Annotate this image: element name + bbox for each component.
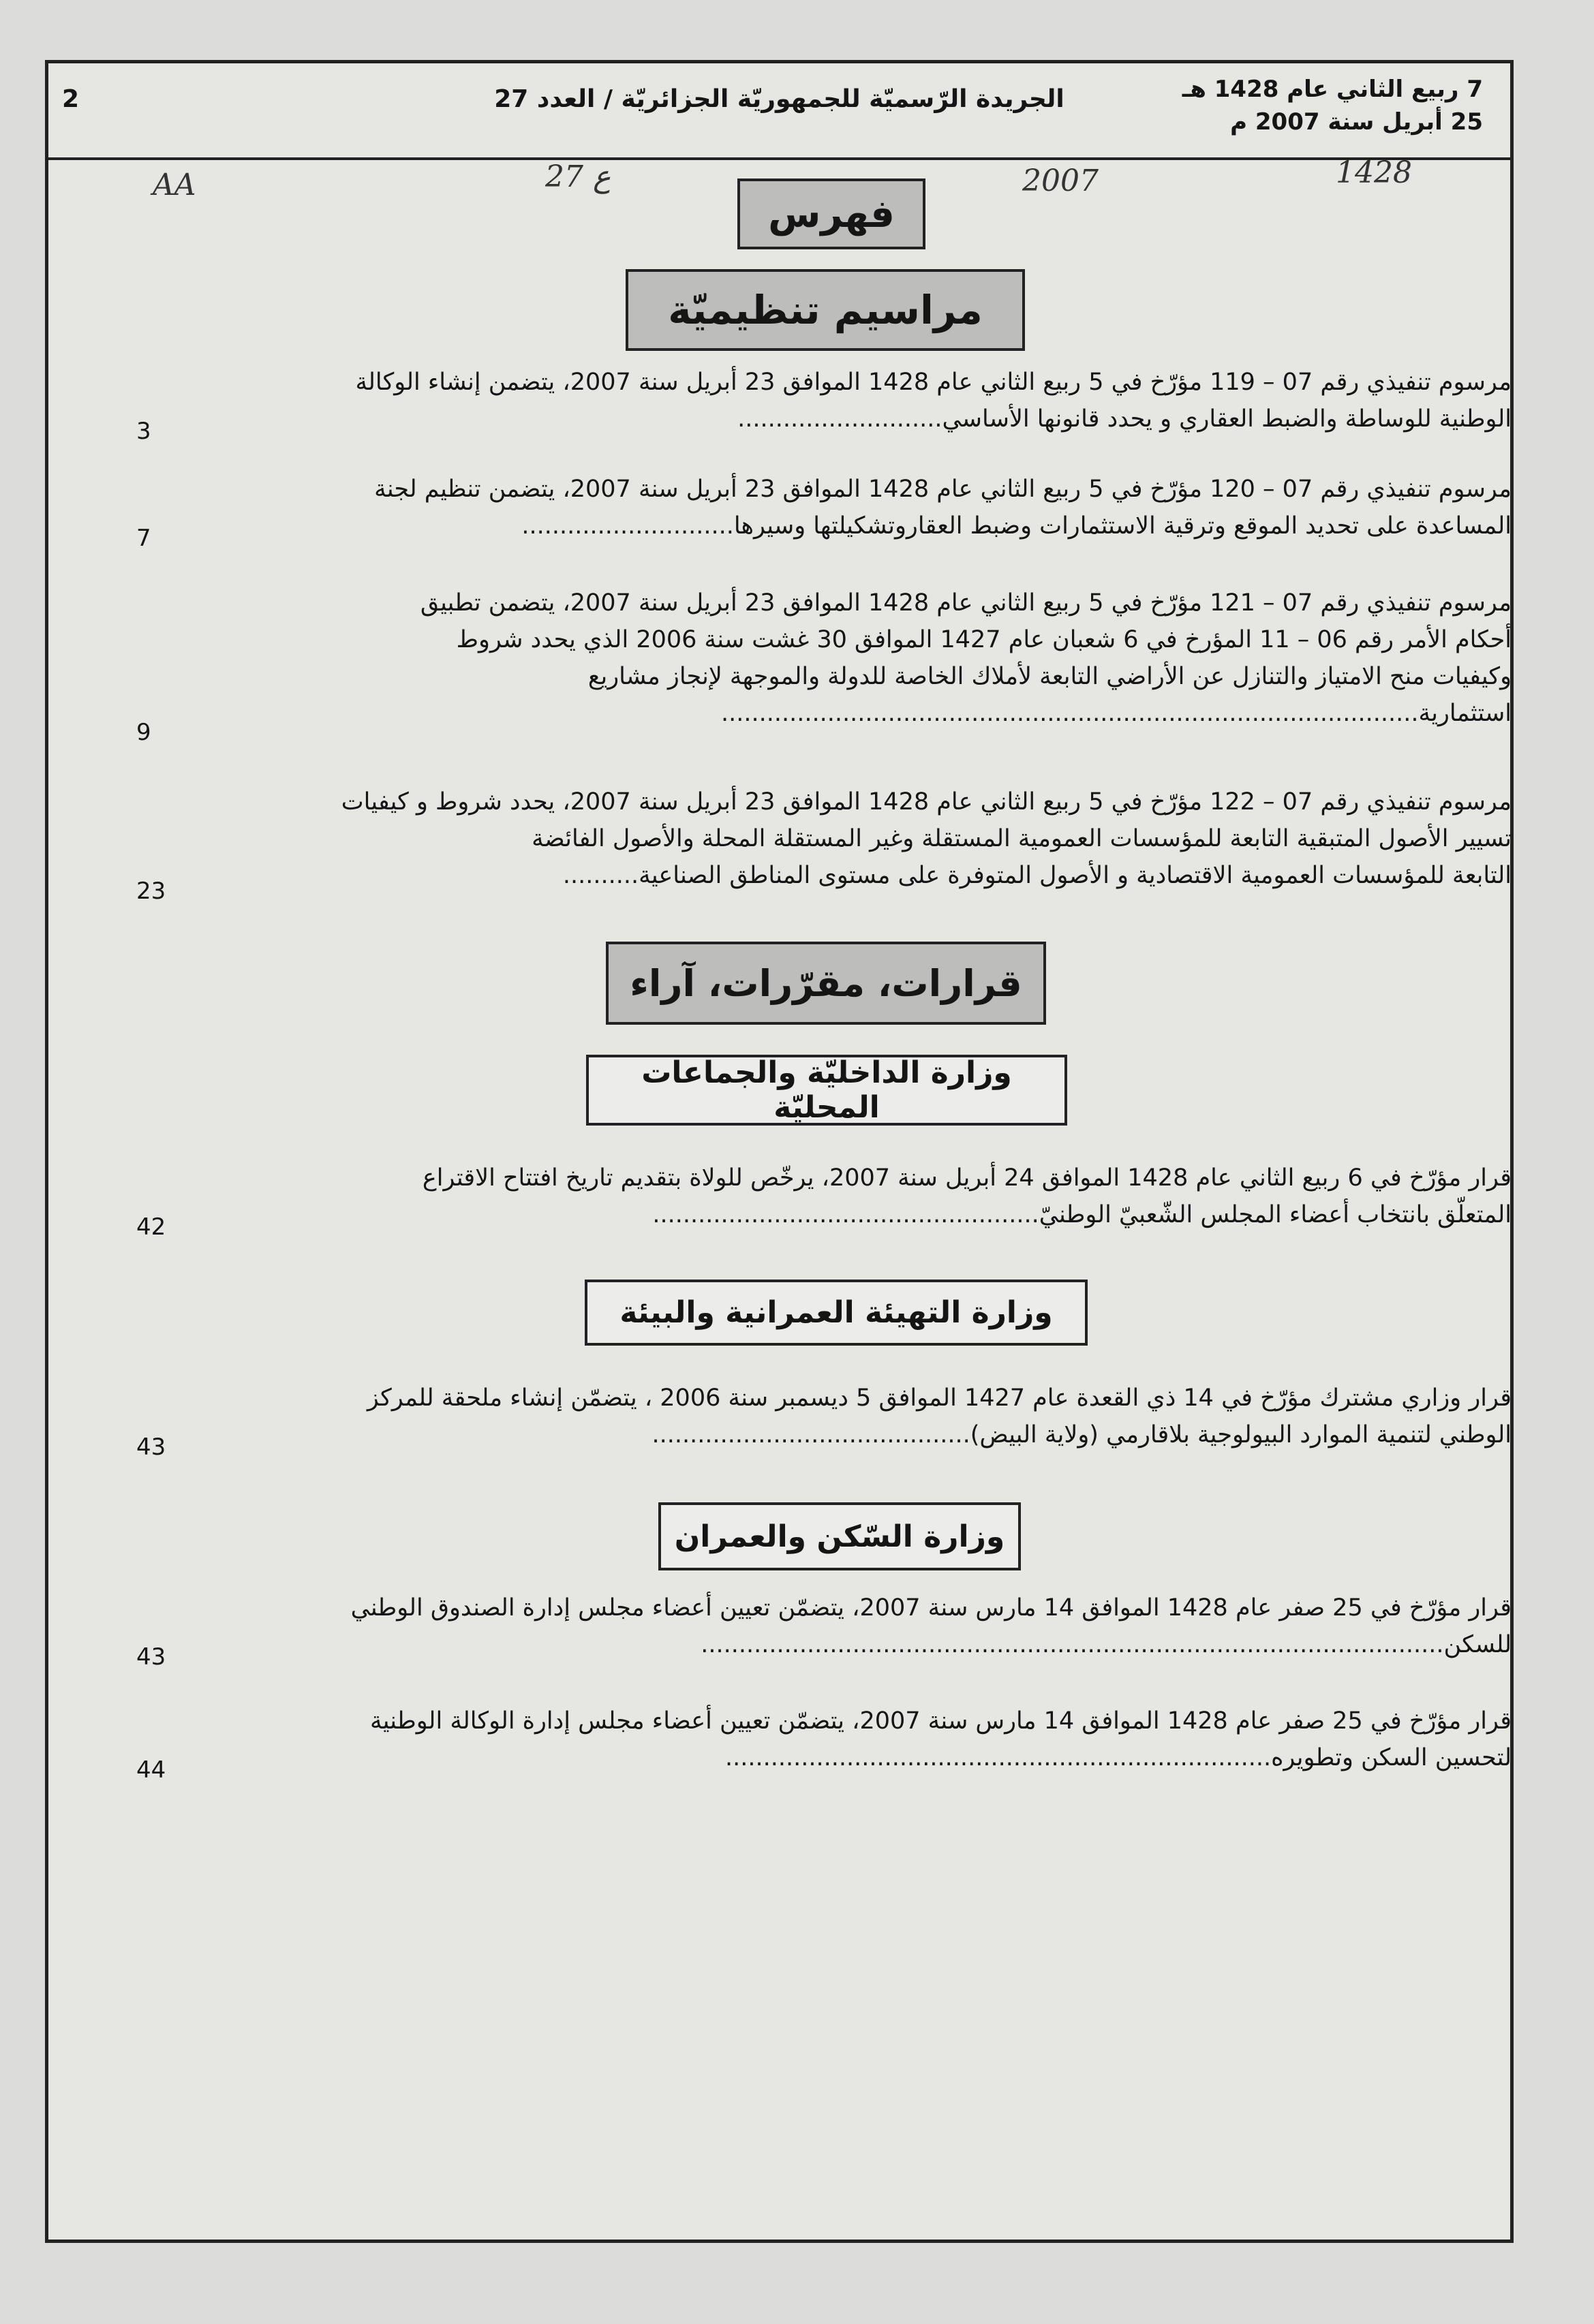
- header-title: الجريدة الرّسميّة للجمهوريّة الجزائريّة / العدد 27: [494, 85, 1064, 113]
- toc-entry-line: قرار مؤرّخ في 25 صفر عام 1428 الموافق 14 مارس سنة 2007، يتضمّن تعيين أعضاء مجلس إدارة الوكالة الوطنية: [369, 1707, 1512, 1735]
- toc-page-number: 3: [136, 418, 151, 445]
- toc-entry-line: مرسوم تنفيذي رقم 07 – 120 مؤرّخ في 5 ربيع الثاني عام 1428 الموافق 23 أبريل سنة 2007، يتضمن تنظيم لجنة: [374, 476, 1512, 503]
- header-date-hijri: 7 ربيع الثاني عام 1428 هـ: [1182, 76, 1483, 103]
- page-header: [48, 63, 1510, 160]
- toc-entry-6: [170, 1380, 1512, 1453]
- toc-page-number: 23: [136, 878, 166, 905]
- toc-entry-line: استثمارية............................................................................................: [720, 700, 1512, 727]
- toc-entry-line: الوطنية للوساطة والضبط العقاري و يحدد قانونها الأساسي...........................: [737, 405, 1512, 433]
- handwritten-annotation-year: 2007: [1022, 164, 1099, 198]
- handwritten-annotation-mid: 27 ع: [545, 159, 611, 194]
- toc-entry-line: التابعة للمؤسسات العمومية الاقتصادية و الأصول المتوفرة على مستوى المناطق الصناعية..........: [562, 862, 1512, 889]
- header-page-number: 2: [62, 85, 80, 113]
- section-decisions: قرارات، مقرّرات، آراء: [606, 942, 1046, 1025]
- header-date-gregorian: 25 أبريل سنة 2007 م: [1230, 108, 1483, 136]
- toc-entry-1: [170, 364, 1512, 437]
- section-interior-ministry: وزارة الداخليّة والجماعات المحليّة: [586, 1055, 1067, 1126]
- toc-entry-line: وكيفيات منح الامتياز والتنازل عن الأراضي التابعة لأملاك الخاصة للدولة والموجهة لإنجاز مشاريع: [587, 663, 1512, 690]
- toc-entry-8: [170, 1703, 1512, 1776]
- toc-page-number: 43: [136, 1434, 166, 1461]
- toc-entry-line: مرسوم تنفيذي رقم 07 – 122 مؤرّخ في 5 ربيع الثاني عام 1428 الموافق 23 أبريل سنة 2007، يحدد شروط و كيفيات: [341, 788, 1512, 816]
- toc-entry-line: قرار مؤرّخ في 25 صفر عام 1428 الموافق 14 مارس سنة 2007، يتضمّن تعيين أعضاء مجلس إدارة الصندوق الوطني: [350, 1594, 1512, 1622]
- section-housing-ministry: وزارة السّكن والعمران: [658, 1502, 1021, 1570]
- section-planning-ministry: وزارة التهيئة العمرانية والبيئة: [585, 1280, 1088, 1346]
- toc-entry-line: الوطني لتنمية الموارد البيولوجية بلاقارمي (ولاية البيض)..........................................: [652, 1421, 1512, 1448]
- toc-entry-line: للسكن..................................................................................................: [701, 1631, 1512, 1658]
- header-date: [1182, 73, 1483, 138]
- toc-entry-line: مرسوم تنفيذي رقم 07 – 121 مؤرّخ في 5 ربيع الثاني عام 1428 الموافق 23 أبريل سنة 2007، يتضمن تطبيق: [420, 589, 1512, 617]
- toc-page-number: 42: [136, 1213, 166, 1241]
- toc-page-number: 7: [136, 525, 151, 552]
- toc-entry-line: قرار مؤرّخ في 6 ربيع الثاني عام 1428 الموافق 24 أبريل سنة 2007، يرخّص للولاة بتقديم تاريخ افتتاح الاقتراع: [422, 1164, 1512, 1192]
- handwritten-annotation-left: AA: [153, 168, 196, 202]
- toc-entry-line: لتحسين السكن وتطويره........................................................................: [725, 1744, 1512, 1771]
- toc-entry-3: [170, 585, 1512, 732]
- toc-entry-line: أحكام الأمر رقم 06 – 11 المؤرخ في 6 شعبان عام 1427 الموافق 30 غشت سنة 2006 الذي يحدد شروط: [456, 626, 1512, 653]
- toc-entry-4: [170, 784, 1512, 894]
- section-regulatory-decrees: مراسيم تنظيميّة: [626, 269, 1025, 351]
- toc-entry-7: [170, 1590, 1512, 1663]
- toc-entry-line: المساعدة على تحديد الموقع وترقية الاستثمارات وضبط العقاروتشكيلتها وسيرها............................: [521, 512, 1512, 540]
- toc-entry-line: تسيير الأصول المتبقية التابعة للمؤسسات العمومية المستقلة وغير المستقلة المحلة والأصول الفائضة: [532, 825, 1512, 852]
- toc-entry-2: [170, 471, 1512, 544]
- toc-entry-5: [170, 1160, 1512, 1233]
- toc-page-number: 9: [136, 719, 151, 746]
- toc-entry-line: قرار وزاري مشترك مؤرّخ في 14 ذي القعدة عام 1427 الموافق 5 ديسمبر سنة 2006 ، يتضمّن إنشاء ملحقة للمركز: [367, 1384, 1512, 1412]
- index-title: فهرس: [737, 179, 925, 249]
- toc-page-number: 43: [136, 1643, 166, 1671]
- toc-page-number: 44: [136, 1756, 166, 1784]
- toc-entry-line: مرسوم تنفيذي رقم 07 – 119 مؤرّخ في 5 ربيع الثاني عام 1428 الموافق 23 أبريل سنة 2007، يتضمن إنشاء الوكالة: [355, 369, 1512, 396]
- handwritten-annotation-hijri: 1428: [1336, 155, 1412, 190]
- toc-entry-line: المتعلّق بانتخاب أعضاء المجلس الشّعبيّ الوطنيّ...................................................: [652, 1201, 1512, 1228]
